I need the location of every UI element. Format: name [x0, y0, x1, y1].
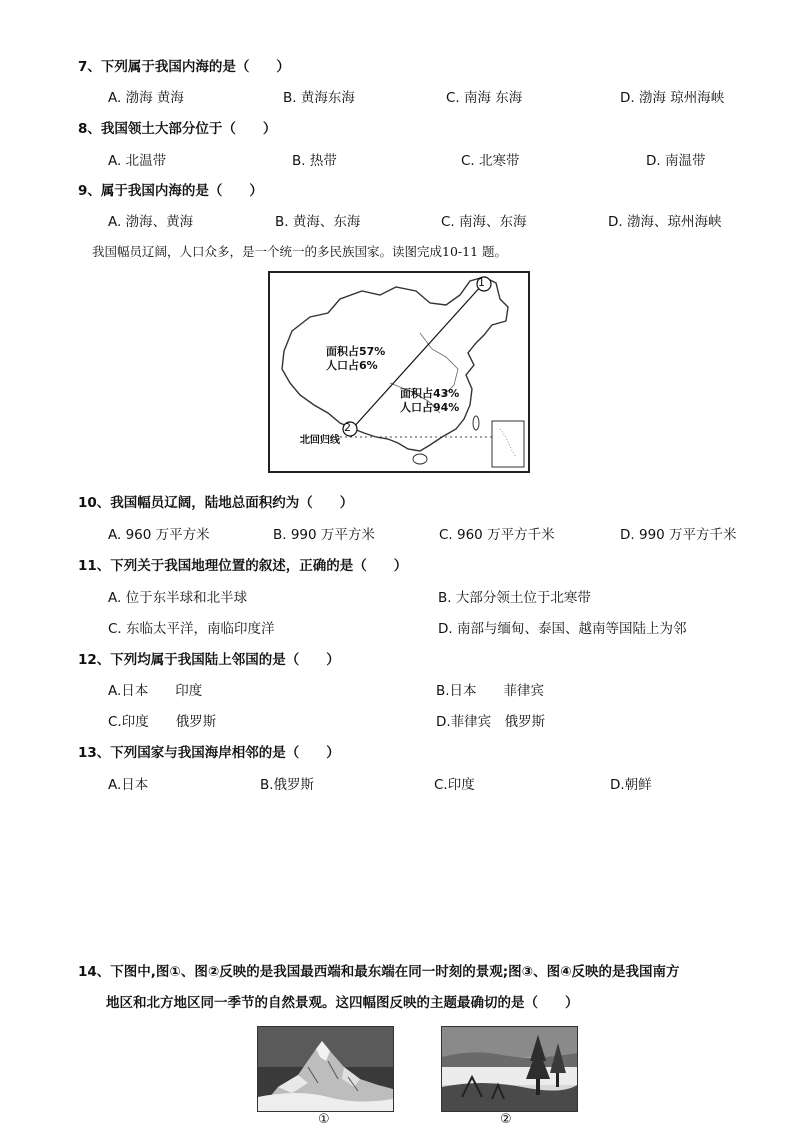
question-11-stem: 11、下列关于我国地理位置的叙述，正确的是（ ）: [78, 558, 408, 574]
question-10-option-d[interactable]: D. 990 万平方千米: [620, 527, 737, 543]
question-12-stem: 12、下列均属于我国陆上邻国的是（ ）: [78, 652, 340, 668]
question-7-stem: 7、下列属于我国内海的是（ ）: [78, 59, 290, 75]
question-10-option-b[interactable]: B. 990 万平方米: [273, 527, 375, 543]
question-7-option-a[interactable]: A. 渤海 黄海: [108, 90, 184, 106]
question-14-stem-line2: 地区和北方地区同一季节的自然景观。这四幅图反映的主题最确切的是（ ）: [106, 995, 579, 1011]
question-12-option-b[interactable]: B.日本 菲律宾: [436, 683, 545, 699]
question-7-option-b[interactable]: B. 黄海东海: [283, 90, 355, 106]
question-13-stem: 13、下列国家与我国海岸相邻的是（ ）: [78, 745, 340, 761]
question-13-option-c[interactable]: C.印度: [434, 777, 475, 793]
question-10-option-a[interactable]: A. 960 万平方米: [108, 527, 210, 543]
picture-1-number: ①: [318, 1112, 330, 1127]
china-population-map: [268, 271, 530, 473]
question-8-option-b[interactable]: B. 热带: [292, 153, 337, 169]
east-area-label: 面积占43%: [400, 387, 460, 400]
marker-2-label: 2: [344, 421, 351, 434]
question-8-option-c[interactable]: C. 北寒带: [461, 153, 520, 169]
marker-1-label: 1: [478, 276, 485, 289]
picture-2-number: ②: [500, 1112, 512, 1127]
question-7-option-d[interactable]: D. 渤海 琼州海峡: [620, 90, 725, 106]
question-9-option-c[interactable]: C. 南海、东海: [441, 214, 527, 230]
question-11-option-d[interactable]: D. 南部与缅甸、泰国、越南等国陆上为邻: [438, 621, 687, 637]
question-10-stem: 10、我国幅员辽阔，陆地总面积约为（ ）: [78, 495, 354, 511]
question-8-option-a[interactable]: A. 北温带: [108, 153, 167, 169]
east-population-label: 人口占94%: [400, 401, 460, 414]
question-9-option-d[interactable]: D. 渤海、琼州海峡: [608, 214, 722, 230]
question-8-stem: 8、我国领土大部分位于（ ）: [78, 121, 277, 137]
question-12-option-d[interactable]: D.菲律宾 俄罗斯: [436, 714, 546, 730]
picture-2-forest-lake: [441, 1026, 578, 1112]
question-10-option-c[interactable]: C. 960 万平方千米: [439, 527, 555, 543]
question-12-option-a[interactable]: A.日本 印度: [108, 683, 203, 699]
question-14-stem-line1: 14、下图中,图①、图②反映的是我国最西端和最东端在同一时刻的景观;图③、图④反映的是我国南方: [78, 964, 680, 980]
question-11-option-c[interactable]: C. 东临太平洋，南临印度洋: [108, 621, 275, 637]
question-13-option-b[interactable]: B.俄罗斯: [260, 777, 315, 793]
picture-1-snowy-mountain: [257, 1026, 394, 1112]
question-13-option-d[interactable]: D.朝鲜: [610, 777, 652, 793]
question-13-option-a[interactable]: A.日本: [108, 777, 149, 793]
tropic-of-cancer-label: 北回归线: [300, 435, 340, 446]
west-population-label: 人口占6%: [326, 359, 378, 372]
question-12-option-c[interactable]: C.印度 俄罗斯: [108, 714, 217, 730]
question-11-option-a[interactable]: A. 位于东半球和北半球: [108, 590, 248, 606]
west-area-label: 面积占57%: [326, 345, 386, 358]
reading-intro: 我国幅员辽阔，人口众多，是一个统一的多民族国家。读图完成10-11 题。: [92, 244, 508, 259]
question-9-option-b[interactable]: B. 黄海、东海: [275, 214, 361, 230]
question-7-option-c[interactable]: C. 南海 东海: [446, 90, 523, 106]
question-11-option-b[interactable]: B. 大部分领土位于北寒带: [438, 590, 591, 606]
question-9-option-a[interactable]: A. 渤海、黄海: [108, 214, 194, 230]
question-9-stem: 9、属于我国内海的是（ ）: [78, 183, 263, 199]
question-8-option-d[interactable]: D. 南温带: [646, 153, 706, 169]
